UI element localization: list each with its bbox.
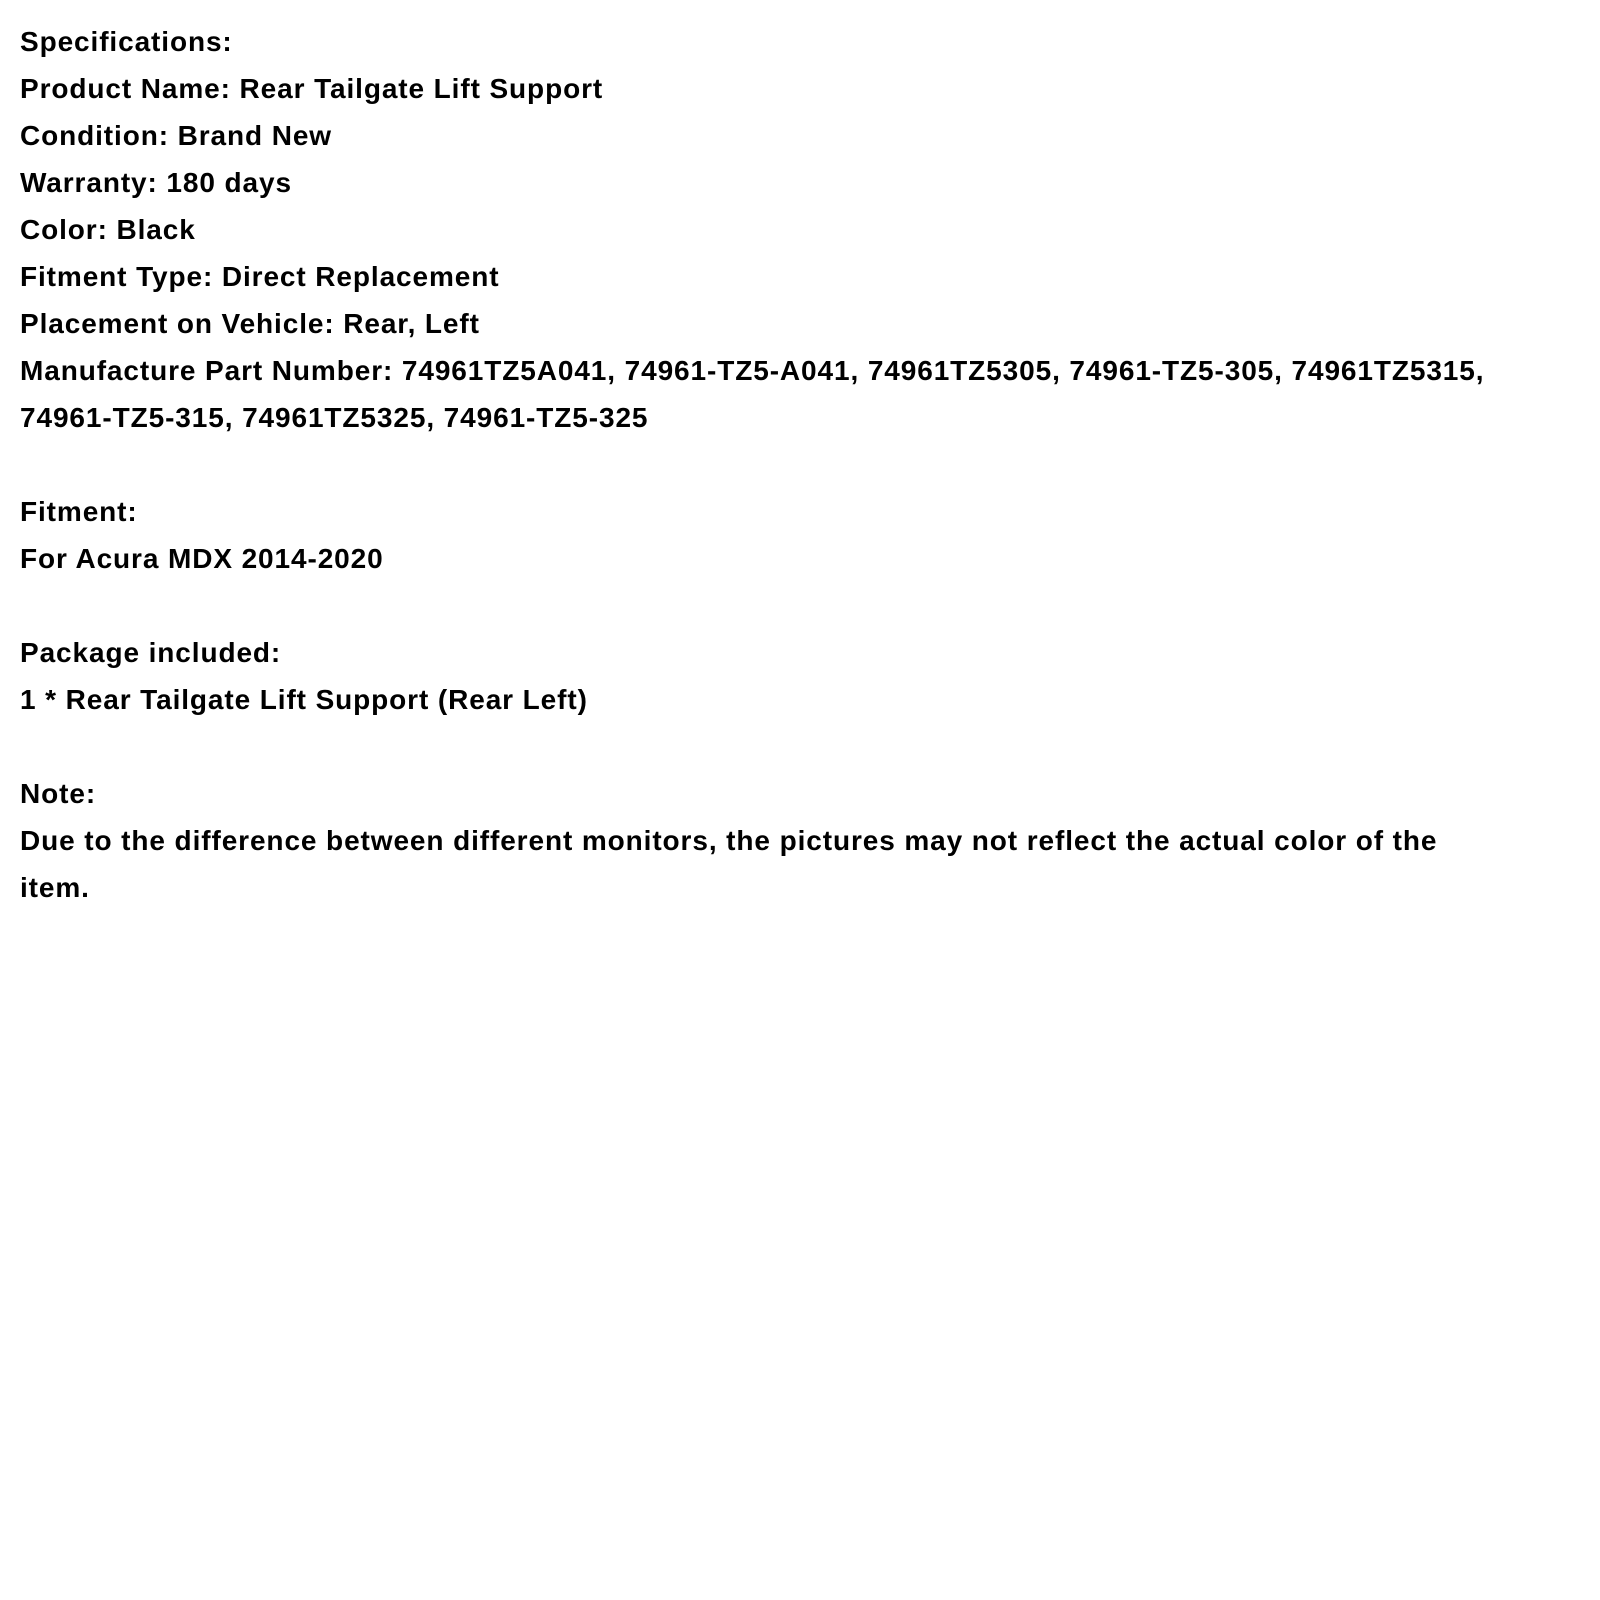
note-heading: Note: bbox=[20, 778, 97, 809]
specifications-heading: Specifications: bbox=[20, 26, 233, 57]
product-description bbox=[20, 18, 1580, 911]
spec-color: Color: Black bbox=[20, 214, 196, 245]
spec-placement: Placement on Vehicle: Rear, Left bbox=[20, 308, 480, 339]
spec-condition: Condition: Brand New bbox=[20, 120, 332, 151]
fitment-heading: Fitment: bbox=[20, 496, 138, 527]
spec-part-numbers-line-2: 74961-TZ5-315, 74961TZ5325, 74961-TZ5-325 bbox=[20, 402, 649, 433]
spec-product-name: Product Name: Rear Tailgate Lift Support bbox=[20, 73, 604, 104]
spec-part-numbers-line-1: Manufacture Part Number: 74961TZ5A041, 74961-TZ5-A041, 74961TZ5305, 74961-TZ5-305, 74961TZ5315, bbox=[20, 355, 1485, 386]
spec-warranty: Warranty: 180 days bbox=[20, 167, 292, 198]
note-text-line-1: Due to the difference between different monitors, the pictures may not reflect the actual color of the bbox=[20, 825, 1438, 856]
package-item: 1 * Rear Tailgate Lift Support (Rear Left) bbox=[20, 684, 588, 715]
section-spacer bbox=[20, 582, 1580, 629]
section-spacer bbox=[20, 441, 1580, 488]
section-spacer bbox=[20, 723, 1580, 770]
note-text-line-2: item. bbox=[20, 872, 90, 903]
spec-fitment-type: Fitment Type: Direct Replacement bbox=[20, 261, 500, 292]
package-heading: Package included: bbox=[20, 637, 282, 668]
fitment-vehicle: For Acura MDX 2014-2020 bbox=[20, 543, 384, 574]
